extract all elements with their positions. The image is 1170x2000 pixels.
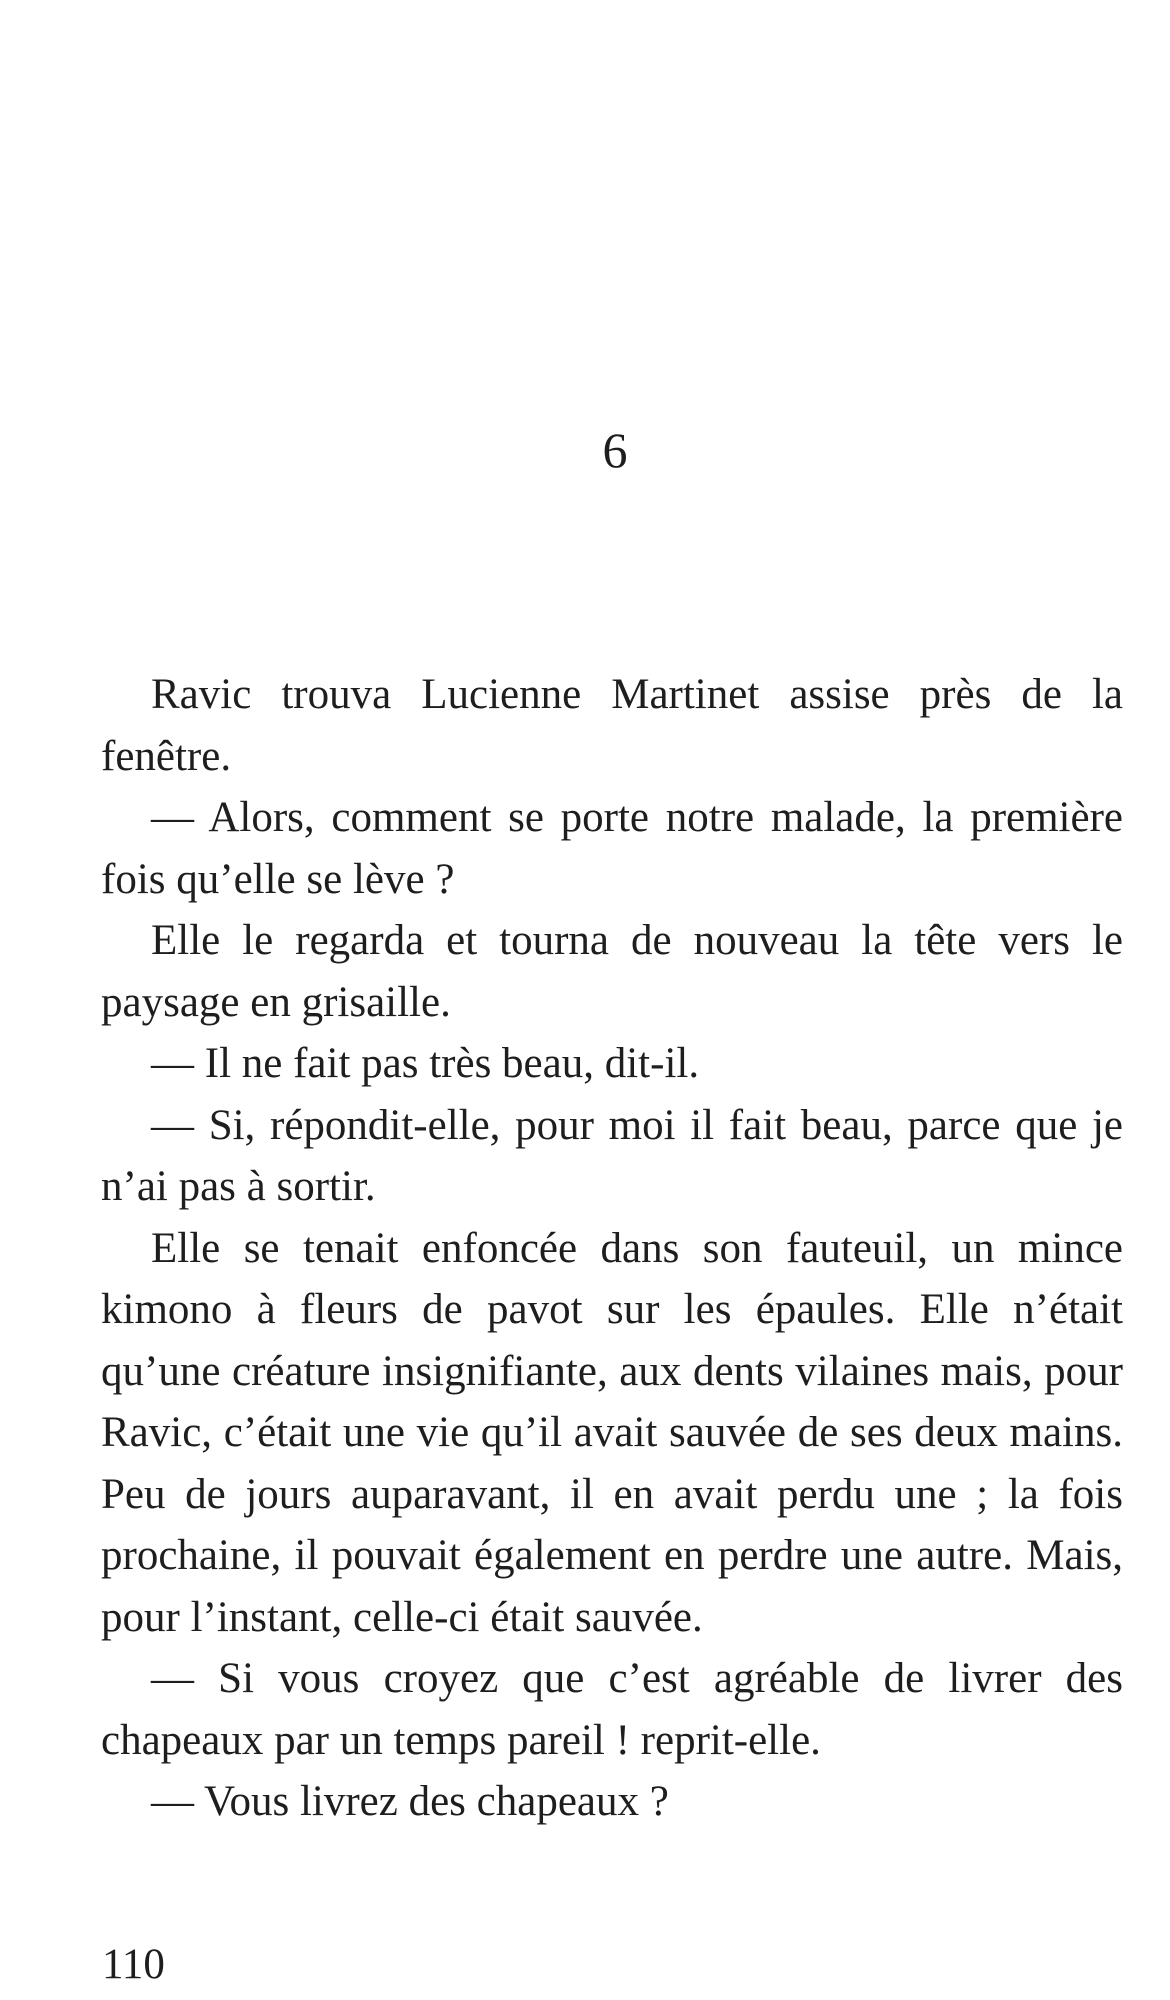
paragraph: — Alors, comment se porte notre malade, la première fois qu’elle se lève ? xyxy=(101,794,1123,903)
body-text xyxy=(101,664,1123,1833)
paragraph: Ravic trouva Lucienne Martinet assise près de la fenêtre. xyxy=(101,671,1123,780)
paragraph: — Il ne fait pas très beau, dit-il. xyxy=(151,1040,700,1087)
paragraph: Elle le regarda et tourna de nouveau la tête vers le paysage en grisaille. xyxy=(101,917,1123,1026)
paragraph: — Si vous croyez que c’est agréable de livrer des chapeaux par un temps pareil ! reprit-elle. xyxy=(101,1655,1123,1764)
paragraph: — Si, répondit-elle, pour moi il fait beau, parce que je n’ai pas à sortir. xyxy=(101,1101,1123,1210)
paragraph: Elle se tenait enfoncée dans son fauteuil, un mince kimono à fleurs de pavot sur les épaules. Elle n’était qu’une créature insignifiante, aux dents vilaines mais, pour Ravic, c’était une vie qu’il avait sauvée de ses deux mains. Peu de jours auparavant, il en avait perdu une ; la fois prochaine, il pouvait également en perdre une autre. Mais, pour l’instant, celle-ci était sauvée. xyxy=(101,1224,1123,1641)
chapter-number: 6 xyxy=(602,422,628,478)
page-number: 110 xyxy=(102,1941,165,1988)
paragraph: — Vous livrez des chapeaux ? xyxy=(151,1778,669,1825)
